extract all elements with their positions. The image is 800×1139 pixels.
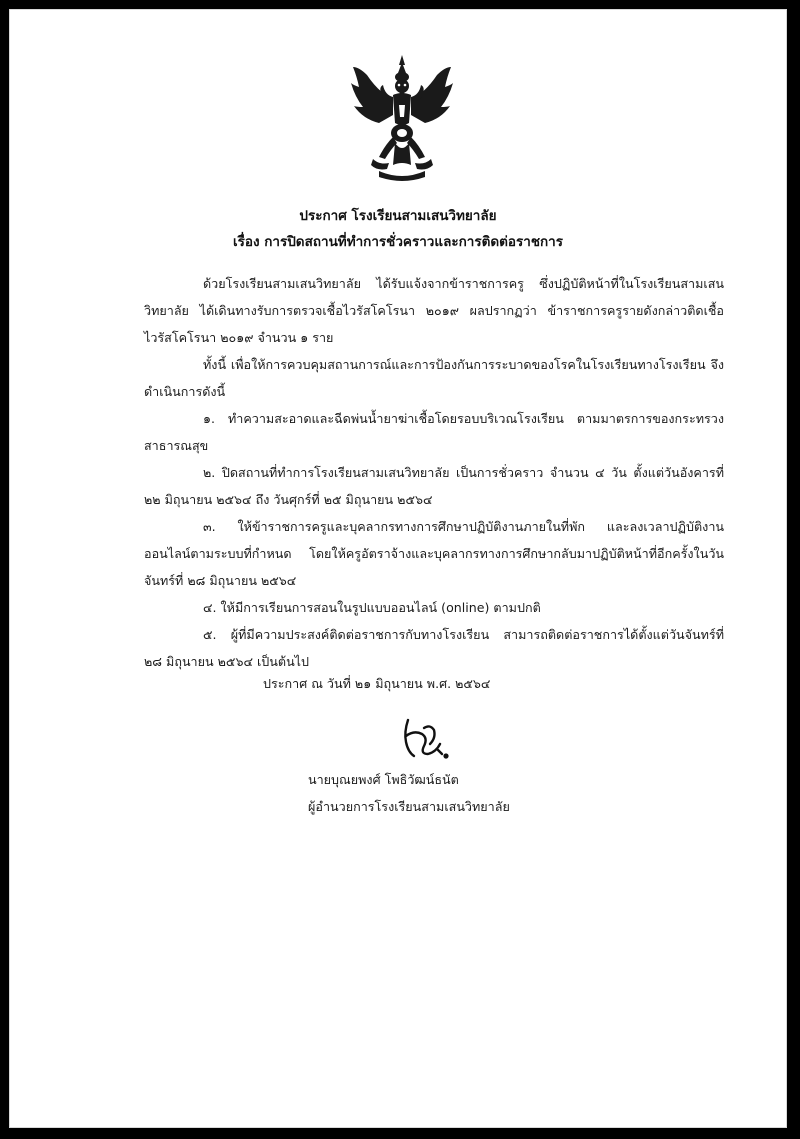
measure-item-5: ๕. ผู้ที่มีความประสงค์ติดต่อราชการกับทางโรงเรียน สามารถติดต่อราชการได้ตั้งแต่วันจันทร์ที่ ๒๘ มิถุนายน ๒๕๖๔ เป็นต้นไป (144, 627, 724, 669)
signer-position: ผู้อำนวยการโรงเรียนสามเสนวิทยาลัย (308, 799, 510, 814)
body-paragraph: ด้วยโรงเรียนสามเสนวิทยาลัย ได้รับแจ้งจากข้าราชการครู ซึ่งปฏิบัติหน้าที่ในโรงเรียนสามเสนวิทยาลัย ได้เดินทางรับการตรวจเชื้อไวรัสโคโรนา ๒๐๑๙ ผลปรากฏว่า ข้าราชการครูรายดังกล่าวติดเชื้อไวรัสโคโรนา ๒๐๑๙ จำนวน ๑ ราย (144, 276, 724, 345)
signer-block (308, 766, 510, 820)
measure-item-1: ๑. ทำความสะอาดและฉีดพ่นน้ำยาฆ่าเชื้อโดยรอบบริเวณโรงเรียน ตามมาตรการของกระทรวงสาธารณสุข (144, 411, 724, 453)
announcement-title: ประกาศ โรงเรียนสามเสนวิทยาลัย (299, 208, 497, 224)
garuda-emblem-icon (349, 53, 455, 185)
measure-item-2: ๒. ปิดสถานที่ทำการโรงเรียนสามเสนวิทยาลัย เป็นการชั่วคราว จำนวน ๔ วัน ตั้งแต่วันอังคารที่ ๒๒ มิถุนายน ๒๕๖๔ ถึง วันศุกร์ที่ ๒๕ มิถุนายน ๒๕๖๔ (144, 465, 724, 507)
measure-item-3: ๓. ให้ข้าราชการครูและบุคลากรทางการศึกษาปฏิบัติงานภายในที่พัก และลงเวลาปฏิบัติงานออนไลน์ตามระบบที่กำหนด โดยให้ครูอัตราจ้างและบุคลากรทางการศึกษากลับมาปฏิบัติหน้าที่อีกครั้งในวันจันทร์ที่ ๒๘ มิถุนายน ๒๕๖๔ (144, 519, 724, 588)
announcement-subject: เรื่อง การปิดสถานที่ทำการชั่วคราวและการติดต่อราชการ (232, 234, 564, 250)
signer-name: นายบุณยพงศ์ โพธิวัฒน์ธนัต (308, 772, 459, 787)
handwritten-signature-icon (398, 716, 454, 762)
measure-item-4: ๔. ให้มีการเรียนการสอนในรูปแบบออนไลน์ (online) ตามปกติ (203, 600, 541, 615)
announcement-body (144, 270, 724, 675)
announcement-date: ประกาศ ณ วันที่ ๒๑ มิถุนายน พ.ศ. ๒๕๖๔ (263, 676, 491, 691)
document-page (10, 10, 786, 1127)
body-paragraph: ทั้งนี้ เพื่อให้การควบคุมสถานการณ์และการป้องกันการระบาดของโรคในโรงเรียนทางโรงเรียน จึงดำเนินการดังนี้ (144, 357, 724, 399)
announcement-header (10, 203, 786, 255)
